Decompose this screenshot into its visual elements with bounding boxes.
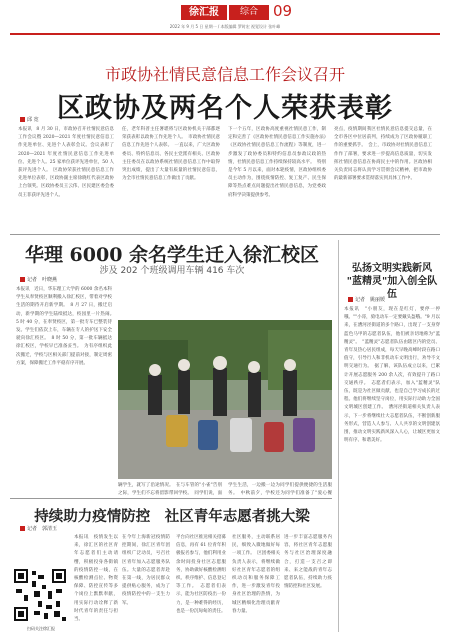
lead-column-1: 本报讯 8 月 30 日，市政协召开社情民意信息工作会议暨 2020—2021 年度社情民意信息工作先进单位、先进个人表彰会议。会议表彰了 2020—2021 年度社情民意信息工作先进单位、先进个人。25 家单位获评先进单位，50 人获评先进个人。 区政协荣获社情民意信息工作先进单位表彰，区政协副主席徐晓红代表区政协上台领奖。区政协委员王云伟、区民建区委会委员王菲获评先进个人。: [18, 127, 114, 198]
qr-code-icon: [12, 567, 68, 623]
story2-headline: 持续助力疫情防控 社区青年志愿者挑大梁: [34, 508, 310, 525]
pen-icon: [348, 297, 353, 302]
pen-icon: [20, 526, 25, 531]
lead-kicker: 市政协社情民意信息工作会议召开: [104, 65, 345, 84]
qr-caption: 扫码关注徐汇报: [27, 626, 55, 631]
story2-byline: [20, 525, 57, 532]
sidebar-byline: [348, 296, 385, 303]
story2-column-4: 社区服务，主动联系居民，细致入微地做好每一项工作。 区团委相关负责人表示，将继续做好社区青年志愿者的组织动员和服务保障工作，进一步激发青年投身社区治理的热情，为城区精细化治理贡献青春力量。: [232, 535, 280, 614]
students-with-luggage-image: [118, 320, 332, 479]
story1-column-3: 学生生活，一边搬一边为同学们提供便捷的生活服务。 中秋前夕，学校还为同学们准备了"爱心餐: [228, 483, 332, 496]
story1-subhead: 涉及 202 个班级调用车辆 416 车次: [99, 266, 245, 276]
story1-headline: 华理 6000 余名学生迁入徐汇校区: [24, 244, 320, 266]
lead-column-3: 下一个五年，区政协高度重视社情民意工作，制定和完善了《区政协社情民意信息工作实施办法》《区政协社情民意信息工作流程》等制度，进一步激发了政协委员和特约信息员参政议政的热情，社情民意信息工作持续保持较高水平。 特别是今年 5 月以来，面对本轮疫情，区政协组织委员主动作为，围绕疫情防控、复工复产、民生保障等热点难点问题提出社情民意信息，为党委政府科学决策提供参考。: [228, 127, 326, 198]
qr-code[interactable]: [12, 567, 68, 623]
sidebar-body: 本报讯 "小朋友，现在是红灯，要停一停哦。""小哥，骑电动车一定要戴头盔哦。"9 月以来，在漕河泾街道的多个路口，出现了一支身穿蓝色马甲的志愿者队伍，他们被亲切地称为"蓝精灵"。 "蓝精灵"志愿者队伍由辖区内的党员、青年及热心居民组成，每天早晚高峰时段在路口值守，引导行人和非机动车文明出行，劝导不文明交通行为。 据了解，该队伍成立以来，已累计开展志愿服务 200 余人次，有效提升了路口交通秩序。 志愿者们表示，加入"蓝精灵"队伍，既是为社区做贡献，也是自己学习成长的过程。他们将继续坚守岗位，用实际行动助力全国文明城区创建工作。 漕河泾街道相关负责人表示，下一步将继续壮大志愿者队伍，不断创新服务形式，营造人人参与、人人共享的文明创建氛围，推动文明实践新风深入人心，让城区更加文明有序、和谐美好。: [344, 307, 440, 444]
story1-divider: [10, 498, 332, 499]
news-photo: [118, 320, 332, 479]
byline-name: 记者 叶晓燕: [27, 277, 58, 283]
pen-icon: [20, 117, 25, 122]
story1-column-1: 本报讯 近日，华东理工大学的 6000 余名本科学生从奉贤校区顺利搬入徐汇校区，带着对学校生活的期待开启新学期。 8 月 27 日，搬迁启动，新学期的学生陆续抵达，校园里一片热闹。 5 时 40 分，在奉贤校区，第一批专车已整装待发。学生们依次上车，车辆在专人的护送下安全驶向徐汇校区。 8 时 50 分，第一批车辆抵达徐汇校区，学校早已准备妥当。 为有序组织此次搬迁，学校与区相关部门提前对接，制定周密方案，保障搬迁工作平稳有序开展。: [16, 287, 112, 366]
lead-column-4: 亮点，疫情期间我区社情民意信息提交总量，在全市各区中位居前列，持续成为了区政协履职工作的重要抓手。 会上，市政协对社情民意信息工作作了部署，要求进一步提高信息质量，切实发挥社情民意信息在协商民主中的作用。区政协相关负责同志将认真学习贯彻会议精神，把市政协的最新部署要求贯彻落实到具体工作中。: [334, 127, 432, 182]
story1-byline: [20, 276, 57, 283]
sidebar-divider: [338, 240, 339, 632]
sidebar-headline: 弘扬文明实践新风 "蓝精灵"加入创全队伍: [346, 263, 438, 300]
pen-icon: [20, 277, 25, 282]
lead-column-2: 任，老年科普主任署堪将与区政协机关干部都逐荣获表彰以政协工作先进个人。 市政协社情民意信息工作先进个人表彰。 一直以来，广大区政协委员、特约信息员、各民主党派有相关、区政协主任委员在以政协系统社情民意信息工作中取得突出成绩，提出了大量有质量的社情民意信息，为全市社情民意信息工作做出了贡献。: [122, 127, 220, 182]
lead-divider: [10, 234, 440, 235]
story2-column-3: 平台向社区推送相关招募信息，再有 61 位青年积极报名参与，他们利用业余时间投身社区志愿服务，协助做好核酸检测组织、秩序维护、信息登记等工作。 志愿者们表示，能为社区防疫出一份力，是一种难得的经历，也是一份沉甸甸的责任。: [176, 535, 226, 614]
story2-column-2: 在今年上海新冠疫情防控期间，徐汇区青年团组织广泛动员，号召社区青年加入志愿服务队伍。大量的志愿者奔赴在第一线，为居民群众提供贴心服务，成为了疫情防控中的一支生力军。: [122, 535, 170, 606]
section-name: 综合: [229, 5, 269, 20]
issue-meta: 2022 年 9 月 5 日 星期一 / 本版编辑 罗时宏 视觉设计 张叶峰: [169, 24, 281, 29]
masthead-rule: [10, 33, 440, 35]
story2-column-5: 进一步丰富志愿服务内容，将社区青年志愿服务与社区治理深度融合，打造一支召之即来、来之能战的青年志愿者队伍，持续助力疫情防控和社区发展。: [284, 535, 332, 590]
byline-name: 邱 宽: [27, 117, 39, 123]
byline-name: 记者 郭清玉: [27, 526, 58, 532]
masthead-brand: 徐汇报: [181, 5, 227, 20]
lead-headline: 区政协及两名个人荣获表彰: [57, 93, 393, 124]
byline-name: 记者 姚丽媛: [355, 297, 386, 303]
story2-column-1: 本报讯 疫情发生以来，徐汇区的社区青年志愿者们主动请缨，积极投身各街镇的疫情防控一线，在核酸检测点位、物资保障、防控宣传等多个岗位上默默奉献，用实际行动诠释了新时代青年的责任与担当。: [74, 535, 118, 623]
story1-column-2: 辆学生，就写了沿途情况。 在与车管的"小雀"告别之际，学生们不忘将留影带回学校。 同学们说，面: [118, 483, 222, 496]
page-number: 09: [273, 2, 293, 20]
lead-byline: [20, 116, 39, 123]
